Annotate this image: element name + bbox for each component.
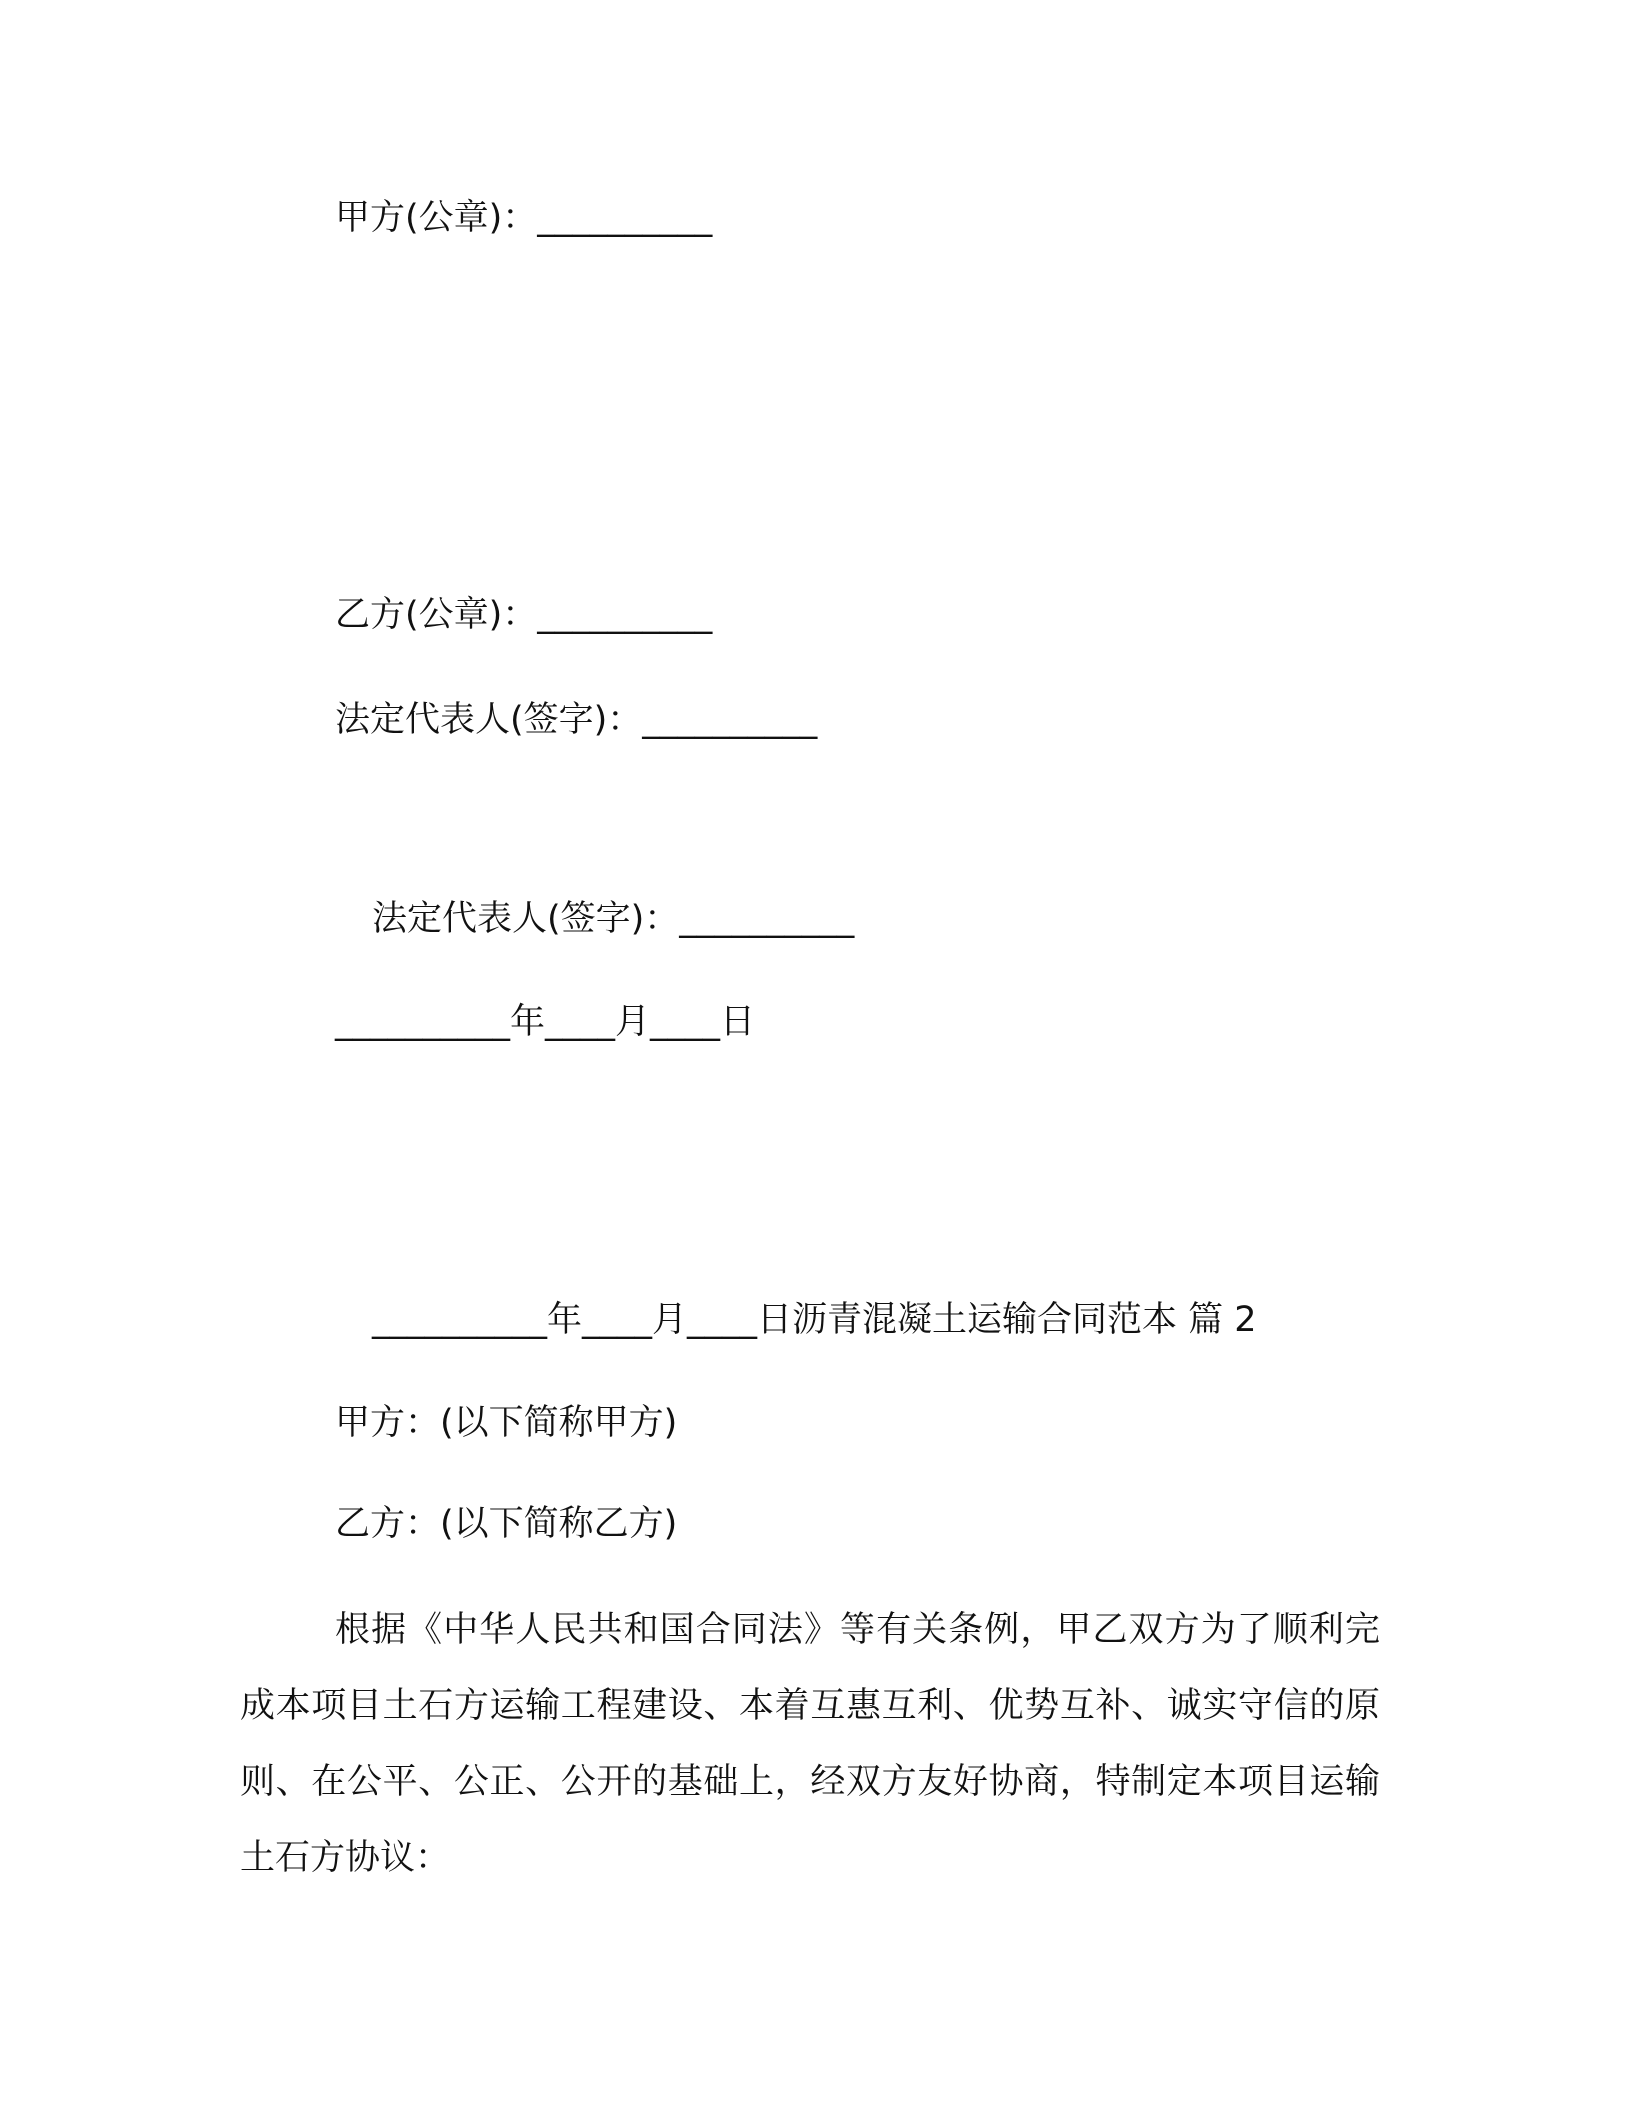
party-b-intro: 乙方：(以下简称乙方)	[335, 1504, 678, 1544]
section-title: __________年____月____日沥青混凝土运输合同范本 篇 2	[372, 1300, 1257, 1340]
legal-rep-sign-line-1: 法定代表人(签字)：__________	[335, 700, 818, 740]
party-b-seal-line: 乙方(公章)：__________	[335, 595, 713, 635]
body-paragraph: 根据《中华人民共和国合同法》等有关条例，甲乙双方为了顺利完成本项目土石方运输工程建设、本着互惠互利、优势互补、诚实守信的原则、在公平、公正、公开的基础上，经双方友好协商，特制定本项目运输土石方协议：	[240, 1610, 1380, 1878]
body-paragraph-block	[240, 1592, 1380, 1896]
party-a-intro: 甲方：(以下简称甲方)	[335, 1403, 678, 1443]
date-line: __________年____月____日	[335, 1002, 756, 1042]
party-a-seal-line: 甲方(公章)：__________	[335, 198, 713, 238]
legal-rep-sign-line-2: 法定代表人(签字)：__________	[372, 899, 855, 939]
